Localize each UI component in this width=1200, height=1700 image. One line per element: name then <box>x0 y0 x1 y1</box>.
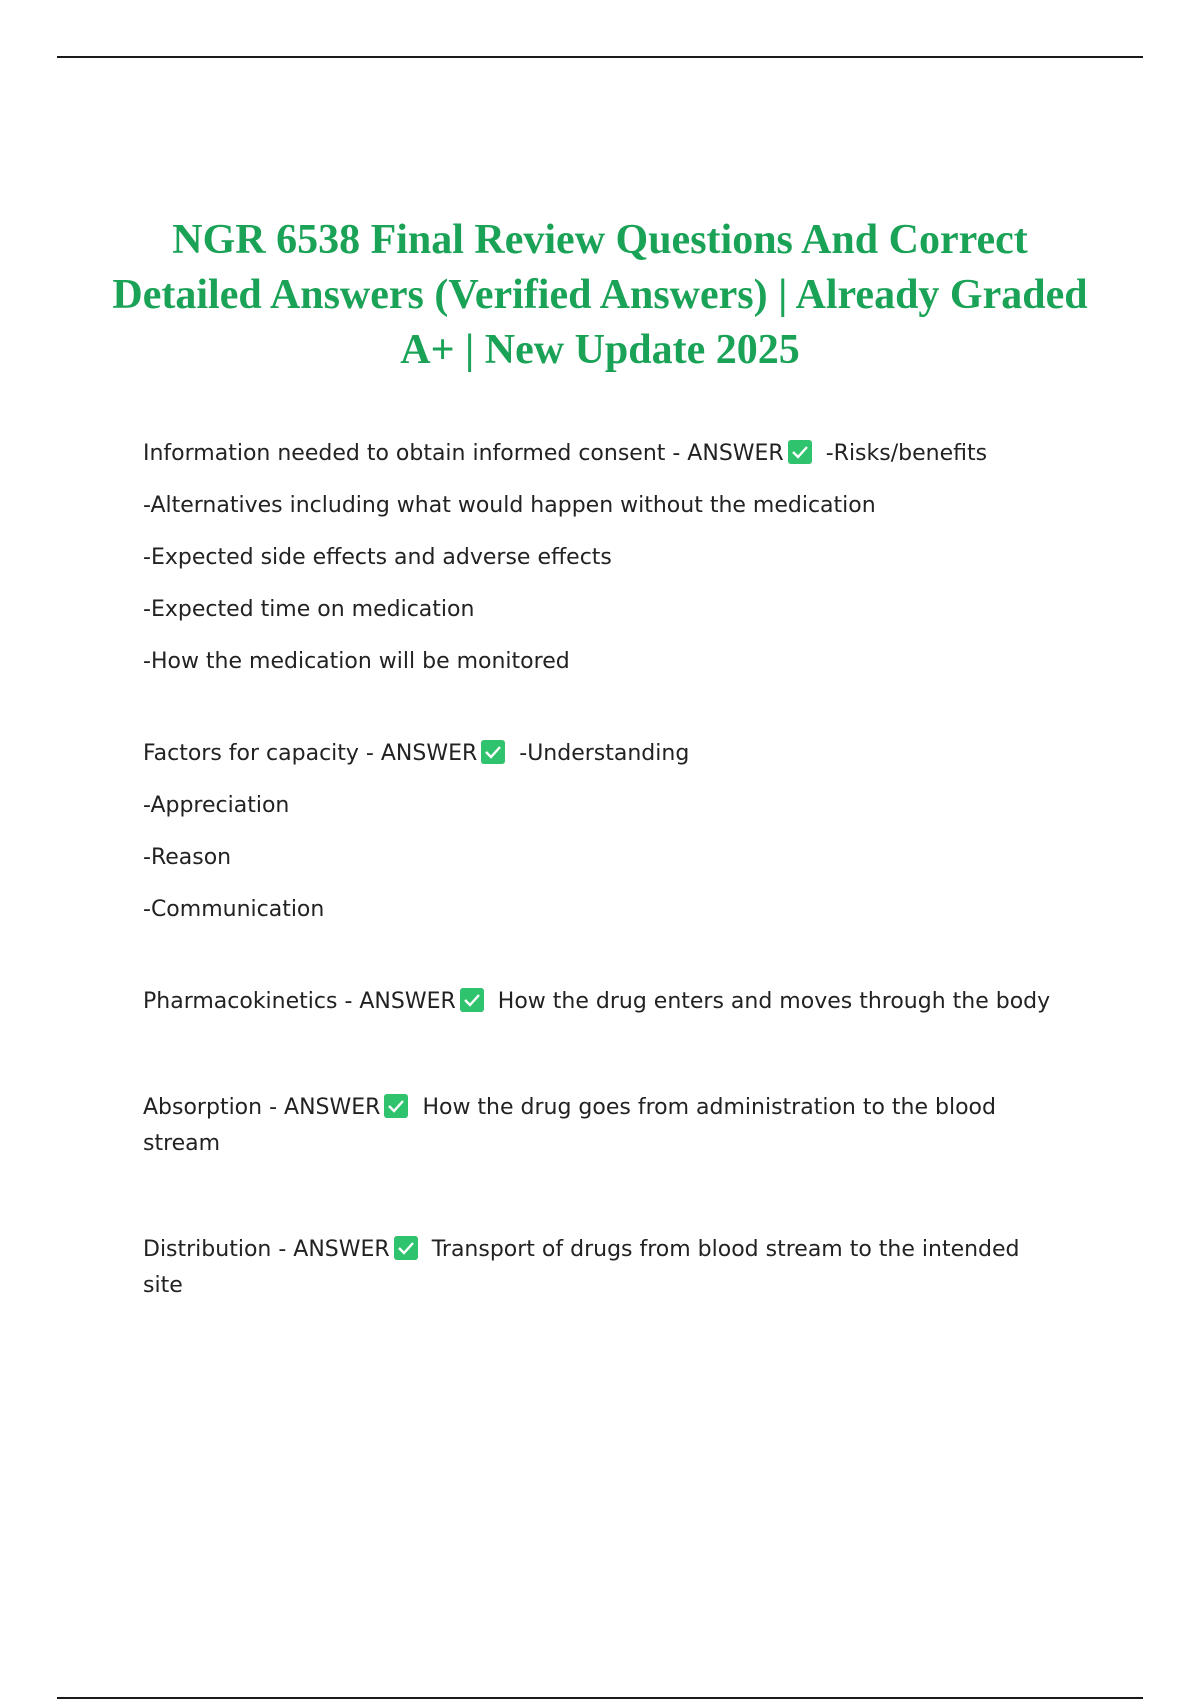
answer-text: How the drug enters and moves through the body <box>497 989 1051 1014</box>
check-box-icon <box>788 440 812 464</box>
question-text: Information needed to obtain informed consent - ANSWER <box>143 441 784 466</box>
answer-line: -Expected time on medication <box>143 597 475 622</box>
qa-list <box>143 436 1063 1374</box>
qa-item-absorption <box>143 1090 1063 1162</box>
bottom-rule <box>57 1697 1143 1699</box>
answer-line: -How the medication will be monitored <box>143 649 570 674</box>
question-text: Factors for capacity - ANSWER <box>143 741 478 766</box>
qa-item-pharmacokinetics <box>143 984 1063 1020</box>
answer-line: -Appreciation <box>143 793 290 818</box>
qa-item-distribution <box>143 1232 1063 1304</box>
answer-text: How the drug goes from administration to the blood stream <box>143 1095 996 1156</box>
check-box-icon <box>394 1236 418 1260</box>
check-box-icon <box>460 988 484 1012</box>
answer-text: -Risks/benefits <box>825 441 988 466</box>
answer-text: Transport of drugs from blood stream to the intended site <box>143 1237 1020 1298</box>
check-box-icon <box>384 1094 408 1118</box>
qa-item-capacity <box>143 736 1063 928</box>
check-box-icon <box>481 740 505 764</box>
answer-line: -Communication <box>143 897 325 922</box>
question-text: Absorption - ANSWER <box>143 1095 381 1120</box>
top-rule <box>57 56 1143 58</box>
page-title: NGR 6538 Final Review Questions And Correct Detailed Answers (Verified Answers) | Already Graded A+ | New Update 2025 <box>112 217 1088 373</box>
answer-line: -Reason <box>143 845 232 870</box>
answer-text: -Understanding <box>519 741 690 766</box>
question-text: Pharmacokinetics - ANSWER <box>143 989 456 1014</box>
question-text: Distribution - ANSWER <box>143 1237 390 1262</box>
answer-line: -Alternatives including what would happen without the medication <box>143 493 876 518</box>
answer-line: -Expected side effects and adverse effects <box>143 545 612 570</box>
qa-item-informed-consent <box>143 436 1063 680</box>
